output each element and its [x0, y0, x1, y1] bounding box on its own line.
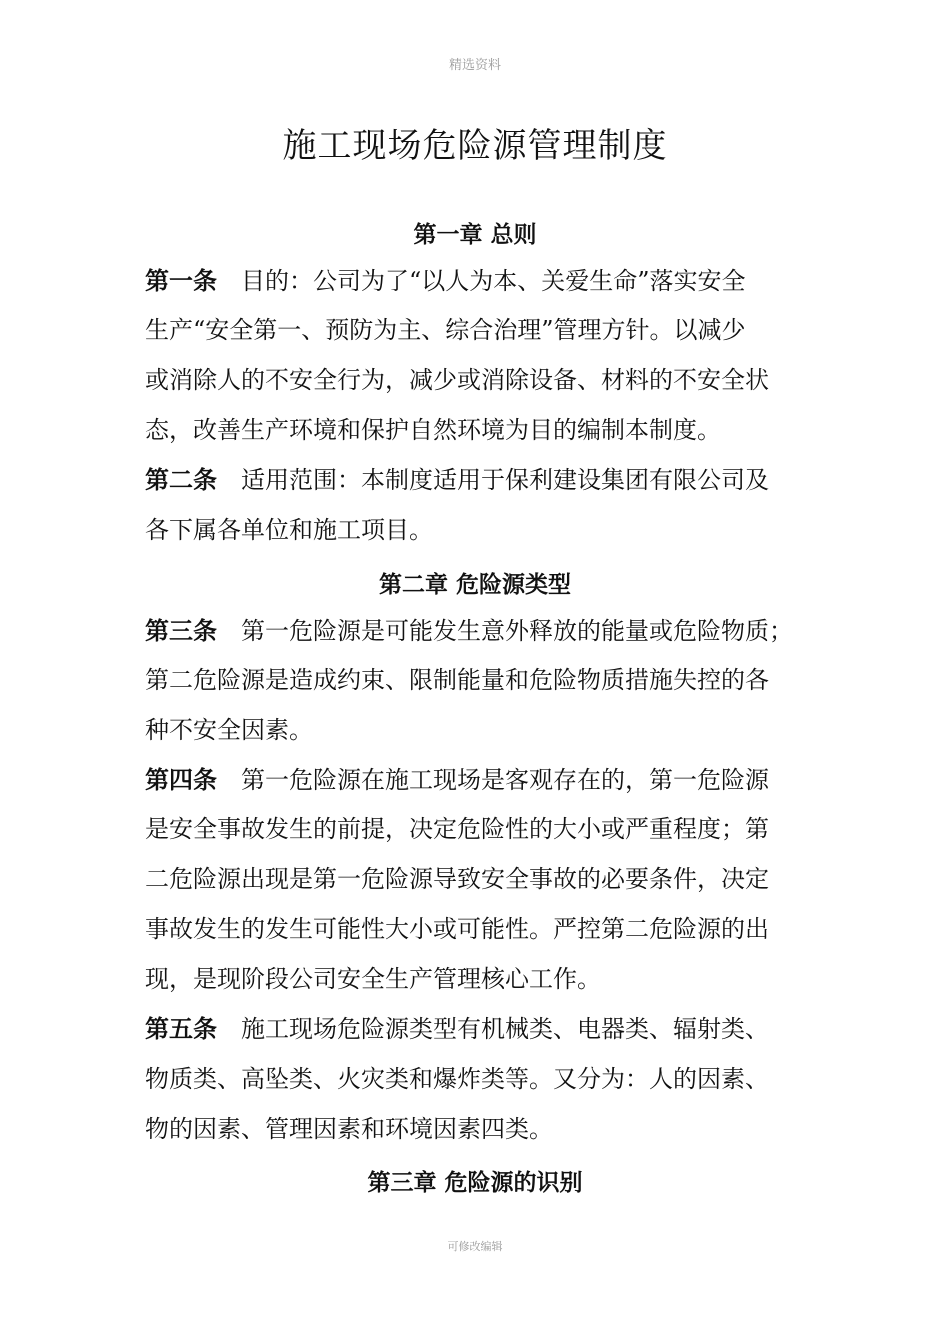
- chapter-heading-1: 第一章 总则: [413, 222, 537, 248]
- article-2-line-2: 各下属各单位和施工项目。: [145, 516, 433, 544]
- chapter-heading-2: 第二章 危险源类型: [378, 572, 571, 598]
- document-title: 施工现场危险源管理制度: [282, 126, 668, 166]
- article-5-line-2: 物质类、高坠类、火灾类和爆炸类等。又分为：人的因素、: [145, 1065, 769, 1093]
- article-label: 第四条: [145, 766, 217, 794]
- article-1-line-1: [145, 266, 815, 296]
- article-4-line-3: 二危险源出现是第一危险源导致安全事故的必要条件，决定: [145, 865, 769, 893]
- article-label: 第二条: [145, 466, 217, 494]
- article-2-line-1: [145, 465, 815, 495]
- article-4-line-2: 是安全事故发生的前提，决定危险性的大小或严重程度；第: [145, 815, 769, 843]
- chapter-heading-3: 第三章 危险源的识别: [367, 1170, 583, 1196]
- article-4-line-4: 事故发生的发生可能性大小或可能性。严控第二危险源的出: [145, 915, 769, 943]
- article-text: 第一危险源在施工现场是客观存在的，第一危险源: [241, 766, 769, 794]
- article-text: 适用范围：本制度适用于保利建设集团有限公司及: [241, 466, 769, 494]
- article-5-line-1: [145, 1014, 815, 1044]
- article-4-line-5: 现，是现阶段公司安全生产管理核心工作。: [145, 965, 601, 993]
- article-3-line-3: 种不安全因素。: [145, 716, 313, 744]
- header-note: 精选资料: [448, 58, 501, 73]
- article-label: 第三条: [145, 617, 217, 645]
- article-3-line-1: [145, 616, 815, 646]
- article-1-line-2: 生产“安全第一、预防为主、综合治理”管理方针。以减少: [145, 316, 746, 344]
- article-label: 第五条: [145, 1015, 217, 1043]
- article-text: 目的：公司为了“以人为本、关爱生命”落实安全: [241, 267, 746, 295]
- article-5-line-3: 物的因素、管理因素和环境因素四类。: [145, 1115, 553, 1143]
- article-text: 第一危险源是可能发生意外释放的能量或危险物质；: [241, 617, 793, 645]
- article-label: 第一条: [145, 267, 217, 295]
- footer-note: 可修改编辑: [447, 1240, 503, 1253]
- article-1-line-4: 态，改善生产环境和保护自然环境为目的编制本制度。: [145, 416, 721, 444]
- article-3-line-2: 第二危险源是造成约束、限制能量和危险物质措施失控的各: [145, 666, 769, 694]
- article-text: 施工现场危险源类型有机械类、电器类、辐射类、: [241, 1015, 769, 1043]
- article-1-line-3: 或消除人的不安全行为，减少或消除设备、材料的不安全状: [145, 366, 769, 394]
- article-4-line-1: [145, 765, 815, 795]
